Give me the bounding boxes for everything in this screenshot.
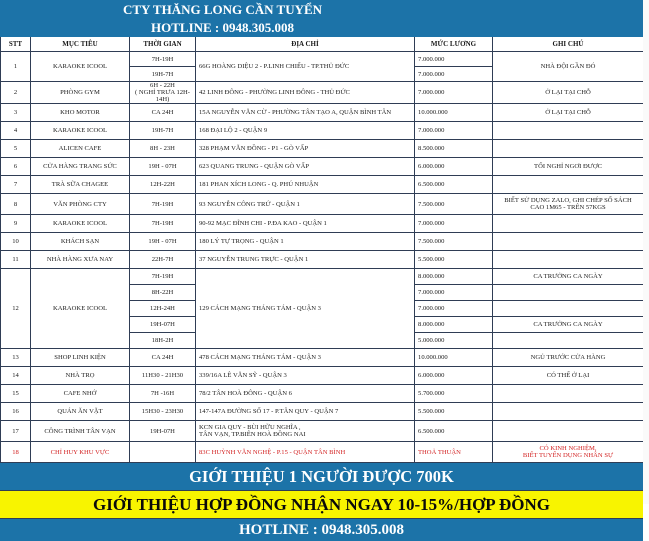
row-time-line: 8H - 23H [150, 145, 175, 152]
table-row [1, 176, 644, 194]
row-time: 12H-24H [130, 301, 196, 317]
row-time: 19H-7H [130, 67, 196, 82]
row-note [493, 194, 644, 215]
table-row [1, 367, 644, 385]
row-note [493, 367, 644, 385]
row-address [196, 349, 415, 367]
row-address-line: 83C HUỲNH VĂN NGHỆ - P.15 - QUẬN TÂN BÌNH [199, 448, 346, 456]
row-address-line: 181 PHAN XÍCH LONG - Q. PHÚ NHUẬN [199, 181, 319, 188]
row-note-line: Ở LẠI TẠI CHỖ [545, 89, 591, 96]
table-row [1, 251, 644, 269]
row-address [196, 104, 415, 122]
row-target: ALICEN CAFE [31, 140, 130, 158]
row-stt: 13 [1, 349, 31, 367]
banner-blank [415, 19, 644, 37]
banner-blank [415, 1, 644, 19]
row-salary: 8.000.000 [415, 317, 493, 333]
row-time-line: 7H-19H [151, 220, 174, 227]
row-time [130, 194, 196, 215]
row-target: KARAOKE ICOOL [31, 215, 130, 233]
row-address [196, 176, 415, 194]
row-salary: 7.000.000 [415, 301, 493, 317]
row-note [493, 349, 644, 367]
row-stt: 1 [1, 52, 31, 82]
row-stt: 8 [1, 194, 31, 215]
row-time-line: 11H30 - 21H30 [141, 372, 184, 379]
row-note [493, 251, 644, 269]
row-stt: 17 [1, 421, 31, 442]
banner-blank [1, 19, 31, 37]
row-address [196, 403, 415, 421]
row-time-line: 15H30 - 23H30 [141, 408, 184, 415]
row-salary: 5.500.000 [415, 251, 493, 269]
table-row [1, 104, 644, 122]
row-stt: 11 [1, 251, 31, 269]
row-salary: 8.000.000 [415, 269, 493, 285]
row-address-line: TÂN VẠN, TP.BIÊN HOÀ ĐỒNG NAI [199, 431, 306, 438]
row-time: 8H-22H [130, 285, 196, 301]
row-time [130, 104, 196, 122]
row-target: KARAOKE ICOOL [31, 269, 130, 349]
row-time [130, 421, 196, 442]
row-address [196, 158, 415, 176]
table-row [1, 442, 644, 463]
referral-banner: GIỚI THIỆU 1 NGƯỜI ĐƯỢC 700K [0, 463, 643, 490]
row-target: KARAOKE ICOOL [31, 122, 130, 140]
row-address [196, 82, 415, 104]
table-row [1, 158, 644, 176]
row-note-line: CÓ KINH NGHIỆM, [539, 445, 597, 452]
row-target: CAFE NHỚ [31, 385, 130, 403]
col-salary: MỨC LƯƠNG [415, 37, 493, 52]
row-address [196, 215, 415, 233]
col-address: ĐỊA CHỈ [196, 37, 415, 52]
row-time: 7H-19H [130, 52, 196, 67]
row-time-line: 19H-07H [150, 427, 175, 435]
row-salary: 5.500.000 [415, 403, 493, 421]
table-row [1, 403, 644, 421]
row-address-line: 15A NGUYỄN VĂN CỪ - PHƯỜNG TÂN TẠO A, QUẬN BÌNH TÂN [199, 109, 392, 116]
row-stt: 10 [1, 233, 31, 251]
row-time: 7H-19H [130, 269, 196, 285]
row-target: SHOP LINH KIỆN [31, 349, 130, 367]
table-row [1, 215, 644, 233]
row-note: CA TRƯỞNG CA NGÀY [493, 269, 644, 285]
row-salary: 8.500.000 [415, 140, 493, 158]
row-note-line: CAO 1M65 - TRÊN 57KGS [530, 204, 606, 211]
row-address [196, 385, 415, 403]
row-note [493, 215, 644, 233]
contract-banner: GIỚI THIỆU HỢP ĐỒNG NHẬN NGAY 10-15%/HỢP ĐỒNG [0, 490, 643, 519]
row-address-line: 180 LÝ TỰ TRỌNG - QUẬN 1 [199, 238, 284, 245]
row-salary: 6.500.000 [415, 421, 493, 442]
row-salary: 5.000.000 [415, 333, 493, 349]
row-target: KHÁCH SẠN [31, 233, 130, 251]
row-target: CÔNG TRÌNH TÂN VẠN [31, 421, 130, 442]
row-note-line: TỐI NGHỈ NGƠI ĐƯỢC [534, 163, 602, 170]
table-row [1, 421, 644, 442]
row-address-line: 42 LINH ĐÔNG - PHƯỜNG LINH ĐÔNG - THỦ ĐỨC [199, 89, 350, 96]
row-target: CỬA HÀNG TRANG SỨC [31, 158, 130, 176]
row-note-line: Ở LẠI TẠI CHỖ [545, 109, 591, 116]
row-address [196, 233, 415, 251]
row-target: KARAOKE ICOOL [31, 52, 130, 82]
table-row [1, 349, 644, 367]
row-stt: 12 [1, 269, 31, 349]
row-time [130, 385, 196, 403]
row-note-line: BIẾT TUYỂN DỤNG NHÂN SỰ [522, 452, 614, 459]
row-note [493, 176, 644, 194]
col-note: GHI CHÚ [493, 37, 644, 52]
row-salary: 7.000.000 [415, 67, 493, 82]
row-address-line: 78/2 TÂN HOÀ ĐÔNG - QUẬN 6 [199, 390, 292, 397]
row-salary: 7.000.000 [415, 215, 493, 233]
row-time-line: 19H-7H [151, 127, 174, 134]
table-row [1, 82, 644, 104]
row-address-line: 478 CÁCH MẠNG THÁNG TÁM - QUẬN 3 [199, 354, 321, 361]
row-address [196, 367, 415, 385]
row-time [130, 367, 196, 385]
row-address [196, 122, 415, 140]
row-time [130, 349, 196, 367]
row-salary: 10.000.000 [415, 104, 493, 122]
row-time [130, 82, 196, 104]
hotline-bottom: HOTLINE : 0948.305.008 [0, 519, 643, 541]
col-target: MỤC TIÊU [31, 37, 130, 52]
row-salary: 6.000.000 [415, 367, 493, 385]
row-note-line: BIẾT SỬ DỤNG ZALO, GHI CHÉP SỔ SÁCH [504, 197, 632, 204]
row-address-line: 37 NGUYỄN TRUNG TRỰC - QUẬN 1 [199, 256, 309, 263]
banner-blank [1, 1, 31, 19]
row-target: KHO MOTOR [31, 104, 130, 122]
row-salary: 7.000.000 [415, 285, 493, 301]
row-time-line: 7H -16H [150, 390, 175, 397]
row-salary: 6.000.000 [415, 158, 493, 176]
table-row [1, 194, 644, 215]
row-time-line: 6H - 22H [150, 82, 175, 89]
row-note [493, 421, 644, 442]
page-edge [643, 0, 649, 504]
row-note-line: NGỦ TRƯỚC CỬA HÀNG [530, 354, 606, 361]
row-target: NHÀ HÀNG XƯA NAY [31, 251, 130, 269]
row-note: NHÀ ĐỘI GẦN ĐÓ [493, 52, 644, 82]
row-note: CA TRƯỞNG CA NGÀY [493, 317, 644, 333]
row-target: TRÀ SỮA CHAGEE [31, 176, 130, 194]
row-time-line: 19H - 07H [148, 163, 177, 170]
row-time: 18H-2H [130, 333, 196, 349]
table-header [1, 37, 644, 52]
row-salary: 10.000.000 [415, 349, 493, 367]
row-time [130, 403, 196, 421]
row-address [196, 194, 415, 215]
row-time-line: 19H - 07H [148, 238, 177, 245]
row-time-note: ( NGHỈ TRƯA 12H-14H) [135, 89, 190, 103]
row-note [493, 285, 644, 301]
row-address [196, 140, 415, 158]
row-salary: 7.000.000 [415, 82, 493, 104]
row-time [130, 176, 196, 194]
row-time [130, 140, 196, 158]
table-row [1, 233, 644, 251]
row-target: CHỈ HUY KHU VỰC [31, 442, 130, 463]
row-address-line: 168 ĐẠI LỘ 2 - QUẬN 9 [199, 127, 268, 134]
row-stt: 7 [1, 176, 31, 194]
row-address-line: 90-92 MẠC ĐĨNH CHI - P.ĐA KAO - QUẬN 1 [199, 220, 327, 227]
col-stt: STT [1, 37, 31, 52]
row-stt: 4 [1, 122, 31, 140]
row-time: 19H-07H [130, 317, 196, 333]
table-row [1, 52, 644, 67]
row-note [493, 82, 644, 104]
row-address-line: 339/16A LÊ VĂN SỸ - QUẬN 3 [199, 372, 287, 379]
row-address-line: 147-147A ĐƯỜNG SỐ 17 - P.TÂN QUY - QUẬN 7 [199, 408, 339, 415]
row-time-line: CA 24H [151, 354, 174, 361]
row-time [130, 122, 196, 140]
row-address-line: 328 PHẠM VĂN ĐỒNG - P1 - GÒ VẤP [199, 145, 309, 152]
row-time [130, 233, 196, 251]
row-note [493, 158, 644, 176]
row-note [493, 122, 644, 140]
row-note [493, 333, 644, 349]
row-salary: THOẢ THUẬN [415, 442, 493, 463]
company-title: CTY THĂNG LONG CẦN TUYỂN [31, 1, 415, 19]
row-address-line: 623 QUANG TRUNG - QUẬN GÒ VẤP [199, 163, 310, 170]
row-time-line: 12H-22H [150, 181, 175, 188]
table-row [1, 269, 644, 285]
row-stt: 16 [1, 403, 31, 421]
row-stt: 3 [1, 104, 31, 122]
row-note [493, 403, 644, 421]
row-address [196, 421, 415, 442]
row-target: QUÁN ĂN VẶT [31, 403, 130, 421]
row-address: 129 CÁCH MẠNG THÁNG TÁM - QUẬN 3 [196, 269, 415, 349]
row-time-line: CA 24H [151, 109, 174, 116]
row-stt: 9 [1, 215, 31, 233]
row-salary: 7.500.000 [415, 233, 493, 251]
hotline-top: HOTLINE : 0948.305.008 [31, 19, 415, 37]
row-note [493, 301, 644, 317]
row-note [493, 442, 644, 463]
row-note [493, 233, 644, 251]
row-time [130, 251, 196, 269]
row-address: 66G HOÀNG DIỆU 2 - P.LINH CHIỂU - TP.THỦ ĐỨC [196, 52, 415, 82]
row-salary: 7.500.000 [415, 194, 493, 215]
row-address [196, 251, 415, 269]
row-salary: 5.700.000 [415, 385, 493, 403]
row-address [196, 442, 415, 463]
row-target: PHÒNG GYM [31, 82, 130, 104]
row-note [493, 140, 644, 158]
row-time [130, 215, 196, 233]
table-row [1, 140, 644, 158]
row-time [130, 442, 196, 463]
row-note [493, 104, 644, 122]
table-row [1, 122, 644, 140]
row-stt: 18 [1, 442, 31, 463]
table-row [1, 385, 644, 403]
col-time: THỜI GIAN [130, 37, 196, 52]
row-stt: 6 [1, 158, 31, 176]
row-target: NHÀ TRỌ [31, 367, 130, 385]
row-note [493, 385, 644, 403]
row-stt: 2 [1, 82, 31, 104]
row-target: VĂN PHÒNG CTY [31, 194, 130, 215]
row-stt: 5 [1, 140, 31, 158]
row-time-line: 22H-7H [151, 256, 174, 263]
row-address-line: KCN GIA QUY - BÙI HỮU NGHĨA , [199, 424, 301, 431]
row-stt: 15 [1, 385, 31, 403]
row-salary: 6.500.000 [415, 176, 493, 194]
row-time [130, 158, 196, 176]
row-salary: 7.000.000 [415, 52, 493, 67]
row-note-line: CÓ THỂ Ở LẠI [546, 372, 590, 379]
row-salary: 7.000.000 [415, 122, 493, 140]
row-stt: 14 [1, 367, 31, 385]
row-time-line: 7H-19H [151, 200, 174, 208]
row-address-line: 93 NGUYỄN CÔNG TRỨ - QUẬN 1 [199, 200, 300, 208]
